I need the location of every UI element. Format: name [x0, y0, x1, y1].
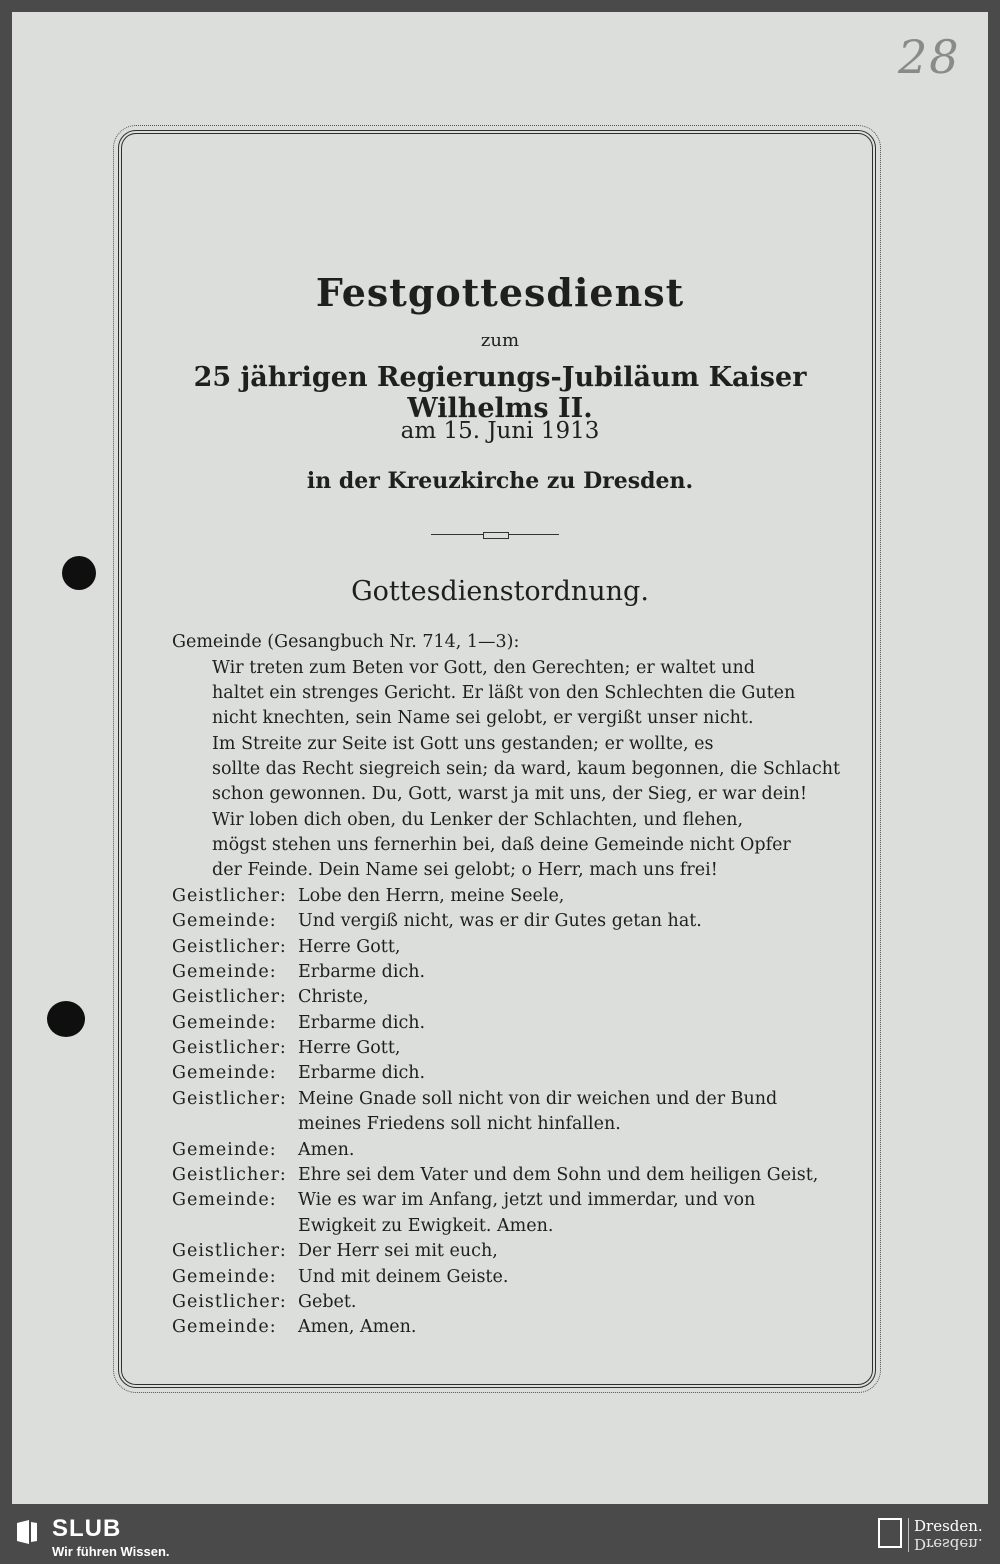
hymn-line: sollte das Recht siegreich sein; da ward, kaum begonnen, die Schlacht: [212, 759, 841, 779]
ornament-divider: [431, 532, 559, 538]
hymn-line: haltet ein strenges Gericht. Er läßt von den Schlechten die Guten: [212, 683, 796, 703]
speaker: Gemeinde:: [172, 1190, 277, 1210]
speaker: Geistlicher:: [172, 1292, 287, 1312]
liturgy-line: [172, 886, 564, 906]
page-title: Festgottesdienst: [315, 270, 685, 315]
response: Erbarme dich.: [298, 1013, 426, 1033]
response: Christe,: [298, 987, 369, 1007]
section-heading: Gottesdienstordnung.: [351, 576, 649, 607]
response: Der Herr sei mit euch,: [298, 1241, 498, 1261]
partner-line: Dresden.: [914, 1517, 983, 1535]
liturgy-line: [172, 1140, 354, 1160]
response: Erbarme dich.: [298, 962, 426, 982]
speaker: Geistlicher:: [172, 1038, 287, 1058]
liturgy-line: [172, 911, 702, 931]
response: Lobe den Herrn, meine Seele,: [298, 886, 565, 906]
partner-line-mirrored: Dresden.: [914, 1535, 983, 1553]
response: Ehre sei dem Vater und dem Sohn und dem heiligen Geist,: [298, 1165, 819, 1185]
title-connector: zum: [480, 330, 520, 351]
speaker: Gemeinde:: [172, 1063, 277, 1083]
slub-logo-icon[interactable]: [14, 1519, 40, 1545]
subtitle: 25 jährigen Regierungs-Jubiläum Kaiser Wilhelms II.: [193, 362, 807, 424]
response: Ewigkeit zu Ewigkeit. Amen.: [298, 1216, 554, 1236]
hymn-intro: Gemeinde (Gesangbuch Nr. 714, 1—3):: [172, 632, 520, 652]
hymn-line: Im Streite zur Seite ist Gott uns gestanden; er wollte, es: [212, 734, 714, 754]
liturgy-line: [172, 1317, 416, 1337]
liturgy-line: [172, 1013, 425, 1033]
hymn-line: mögst stehen uns fernerhin bei, daß deine Gemeinde nicht Opfer: [212, 835, 791, 855]
speaker: Geistlicher:: [172, 987, 287, 1007]
liturgy-line: [172, 1165, 818, 1185]
liturgy-line: [172, 1089, 777, 1109]
response: Amen, Amen.: [298, 1317, 417, 1337]
speaker: Gemeinde:: [172, 962, 277, 982]
liturgy-line: [172, 987, 369, 1007]
city-crest-icon: [878, 1518, 902, 1548]
brand-name[interactable]: SLUB: [52, 1515, 122, 1542]
speaker: Gemeinde:: [172, 1013, 277, 1033]
response: Wie es war im Anfang, jetzt und immerdar, und von: [298, 1190, 756, 1210]
liturgy-line: [172, 1190, 755, 1210]
liturgy-line: [172, 937, 400, 957]
speaker: Gemeinde:: [172, 1317, 277, 1337]
liturgy-line: [172, 1292, 357, 1312]
liturgy-line: [172, 962, 425, 982]
response: Herre Gott,: [298, 1038, 401, 1058]
response: Amen.: [298, 1140, 355, 1160]
speaker: Geistlicher:: [172, 1241, 287, 1261]
response: Herre Gott,: [298, 937, 401, 957]
response: Erbarme dich.: [298, 1063, 426, 1083]
hymn-line: nicht knechten, sein Name sei gelobt, er vergißt unser nicht.: [212, 708, 754, 728]
speaker: Geistlicher:: [172, 1089, 287, 1109]
response: meines Friedens soll nicht hinfallen.: [298, 1114, 621, 1134]
response: Gebet.: [298, 1292, 357, 1312]
handwritten-page-number: 28: [898, 30, 961, 84]
response: Meine Gnade soll nicht von dir weichen und der Bund: [298, 1089, 778, 1109]
hymn-line: der Feinde. Dein Name sei gelobt; o Herr, mach uns frei!: [212, 860, 718, 880]
response: Und mit deinem Geiste.: [298, 1267, 509, 1287]
hymn-line: Wir loben dich oben, du Lenker der Schlachten, und flehen,: [212, 810, 744, 830]
brand-tagline: Wir führen Wissen.: [52, 1544, 170, 1559]
liturgy-line: [172, 1241, 498, 1261]
punch-hole: [62, 556, 96, 590]
footer-divider: [908, 1518, 909, 1552]
speaker: Gemeinde:: [172, 1267, 277, 1287]
speaker: Geistlicher:: [172, 886, 287, 906]
partner-logo[interactable]: [914, 1518, 983, 1552]
punch-hole: [47, 1001, 85, 1037]
liturgy-line: [172, 1063, 425, 1083]
speaker: Geistlicher:: [172, 1165, 287, 1185]
hymn-line: Wir treten zum Beten vor Gott, den Gerechten; er waltet und: [212, 658, 755, 678]
liturgy-line: [172, 1038, 400, 1058]
speaker: Gemeinde:: [172, 1140, 277, 1160]
event-place: in der Kreuzkirche zu Dresden.: [306, 468, 694, 494]
speaker: Geistlicher:: [172, 937, 287, 957]
footer-bar: [0, 1512, 1000, 1564]
event-date: am 15. Juni 1913: [400, 418, 600, 444]
liturgy-line: [172, 1216, 553, 1236]
response: Und vergiß nicht, was er dir Gutes getan hat.: [298, 911, 702, 931]
speaker: Gemeinde:: [172, 911, 277, 931]
liturgy-line: [172, 1267, 508, 1287]
hymn-line: schon gewonnen. Du, Gott, warst ja mit uns, der Sieg, er war dein!: [212, 784, 807, 804]
liturgy-line: [172, 1114, 621, 1134]
